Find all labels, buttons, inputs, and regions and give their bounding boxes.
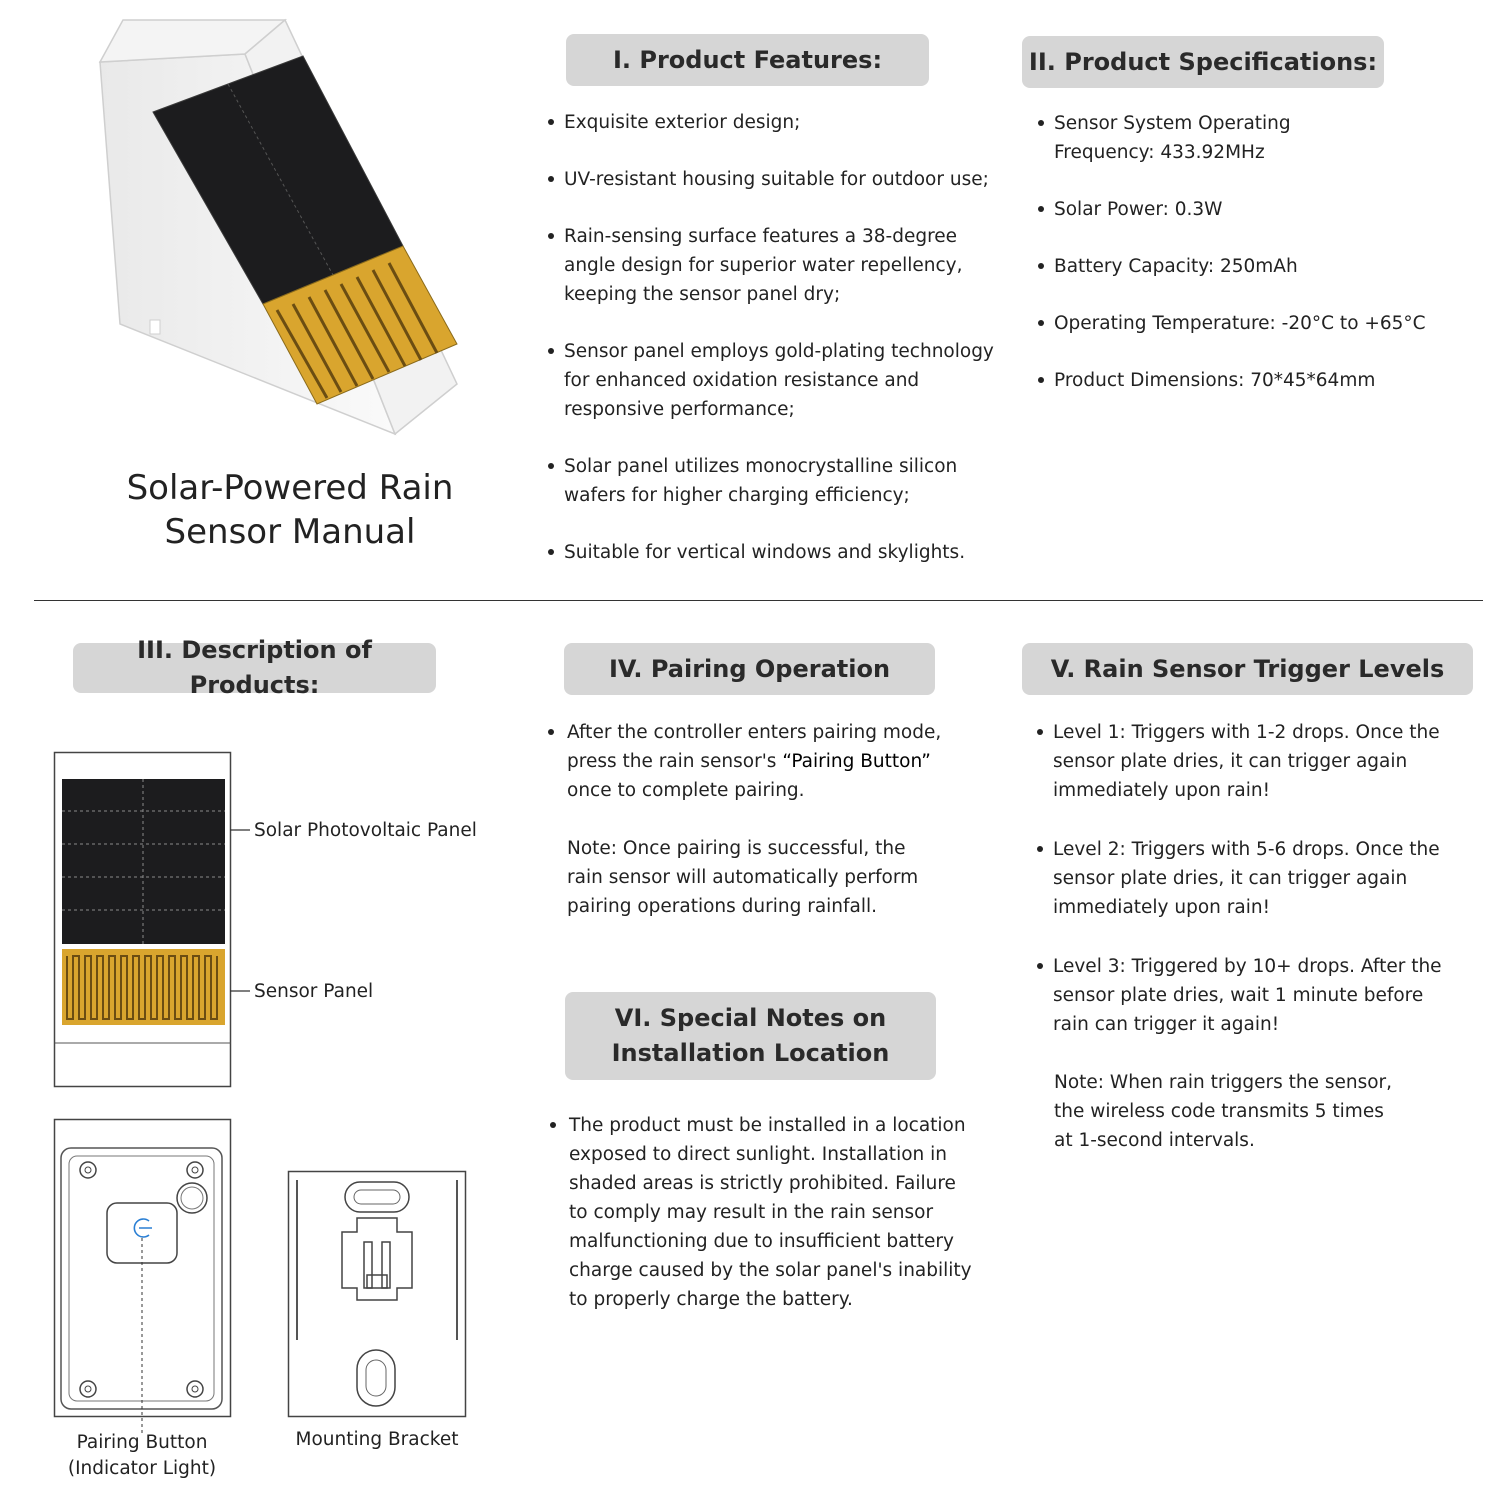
- list-item: Solar panel utilizes monocrystalline silicon wafers for higher charging efficiency;: [548, 452, 998, 510]
- install-header: VI. Special Notes on Installation Location: [565, 992, 936, 1080]
- levels-list: [1037, 718, 1487, 1039]
- list-item: Level 3: Triggered by 10+ drops. After the sensor plate dries, wait 1 minute before rain can trigger it again!: [1037, 952, 1487, 1039]
- pairing-note: Note: Once pairing is successful, the rain sensor will automatically perform pairing operations during rainfall.: [567, 838, 919, 917]
- specs-list: [1038, 109, 1478, 395]
- list-item: Level 1: Triggers with 1-2 drops. Once the sensor plate dries, it can trigger again immediately upon rain!: [1037, 718, 1487, 805]
- list-item: Solar Power: 0.3W: [1038, 195, 1478, 224]
- list-item: UV-resistant housing suitable for outdoor use;: [548, 165, 998, 194]
- bracket-diagram: [287, 1170, 469, 1420]
- list-item: The product must be installed in a location exposed to direct sunlight. Installation in shaded areas is strictly prohibited. Failure to comply may result in the rain sensor malfunctioning due to insufficient battery charge caused by the solar panel's inability to properly charge the battery.: [550, 1111, 990, 1314]
- list-item: Exquisite exterior design;: [548, 108, 998, 137]
- list-item: Level 2: Triggers with 5-6 drops. Once the sensor plate dries, it can trigger again immediately upon rain!: [1037, 835, 1487, 922]
- list-item: Rain-sensing surface features a 38-degree angle design for superior water repellency, keeping the sensor panel dry;: [548, 222, 998, 309]
- features-header: I. Product Features:: [566, 34, 929, 86]
- label-pairing-button: Pairing Button (Indicator Light): [67, 1432, 217, 1479]
- list-item: Suitable for vertical windows and skylights.: [548, 538, 998, 567]
- pairing-list: [548, 718, 988, 805]
- front-diagram: [53, 751, 493, 1091]
- product-title-line-2: Sensor Manual: [164, 512, 416, 552]
- list-item: Product Dimensions: 70*45*64mm: [1038, 366, 1478, 395]
- features-list: [548, 108, 998, 567]
- list-item: Sensor panel employs gold-plating technology for enhanced oxidation resistance and responsive performance;: [548, 337, 998, 424]
- section-divider: [34, 600, 1483, 601]
- product-title: [80, 466, 500, 554]
- back-diagram: [53, 1118, 233, 1436]
- list-item: Sensor System Operating Frequency: 433.92MHz: [1038, 109, 1478, 167]
- list-item: Operating Temperature: -20°C to +65°C: [1038, 309, 1478, 338]
- pairing-button-emphasis: “Pairing Button”: [782, 751, 931, 772]
- list-item: After the controller enters pairing mode, press the rain sensor's “Pairing Button” once to complete pairing.: [548, 718, 988, 805]
- install-list: [550, 1111, 990, 1314]
- label-mounting-bracket: Mounting Bracket: [295, 1429, 459, 1450]
- product-title-line-1: Solar-Powered Rain: [126, 468, 454, 508]
- list-item: Battery Capacity: 250mAh: [1038, 252, 1478, 281]
- label-sensor-panel: Sensor Panel: [254, 981, 374, 1002]
- label-solar-panel: Solar Photovoltaic Panel: [254, 820, 477, 841]
- pairing-header: IV. Pairing Operation: [564, 643, 935, 695]
- levels-note: Note: When rain triggers the sensor, the wireless code transmits 5 times at 1-second intervals.: [1054, 1072, 1393, 1151]
- levels-header: V. Rain Sensor Trigger Levels: [1022, 643, 1473, 695]
- description-header: III. Description of Products:: [73, 643, 436, 693]
- specs-header: II. Product Specifications:: [1022, 36, 1384, 88]
- product-photo: [95, 14, 475, 444]
